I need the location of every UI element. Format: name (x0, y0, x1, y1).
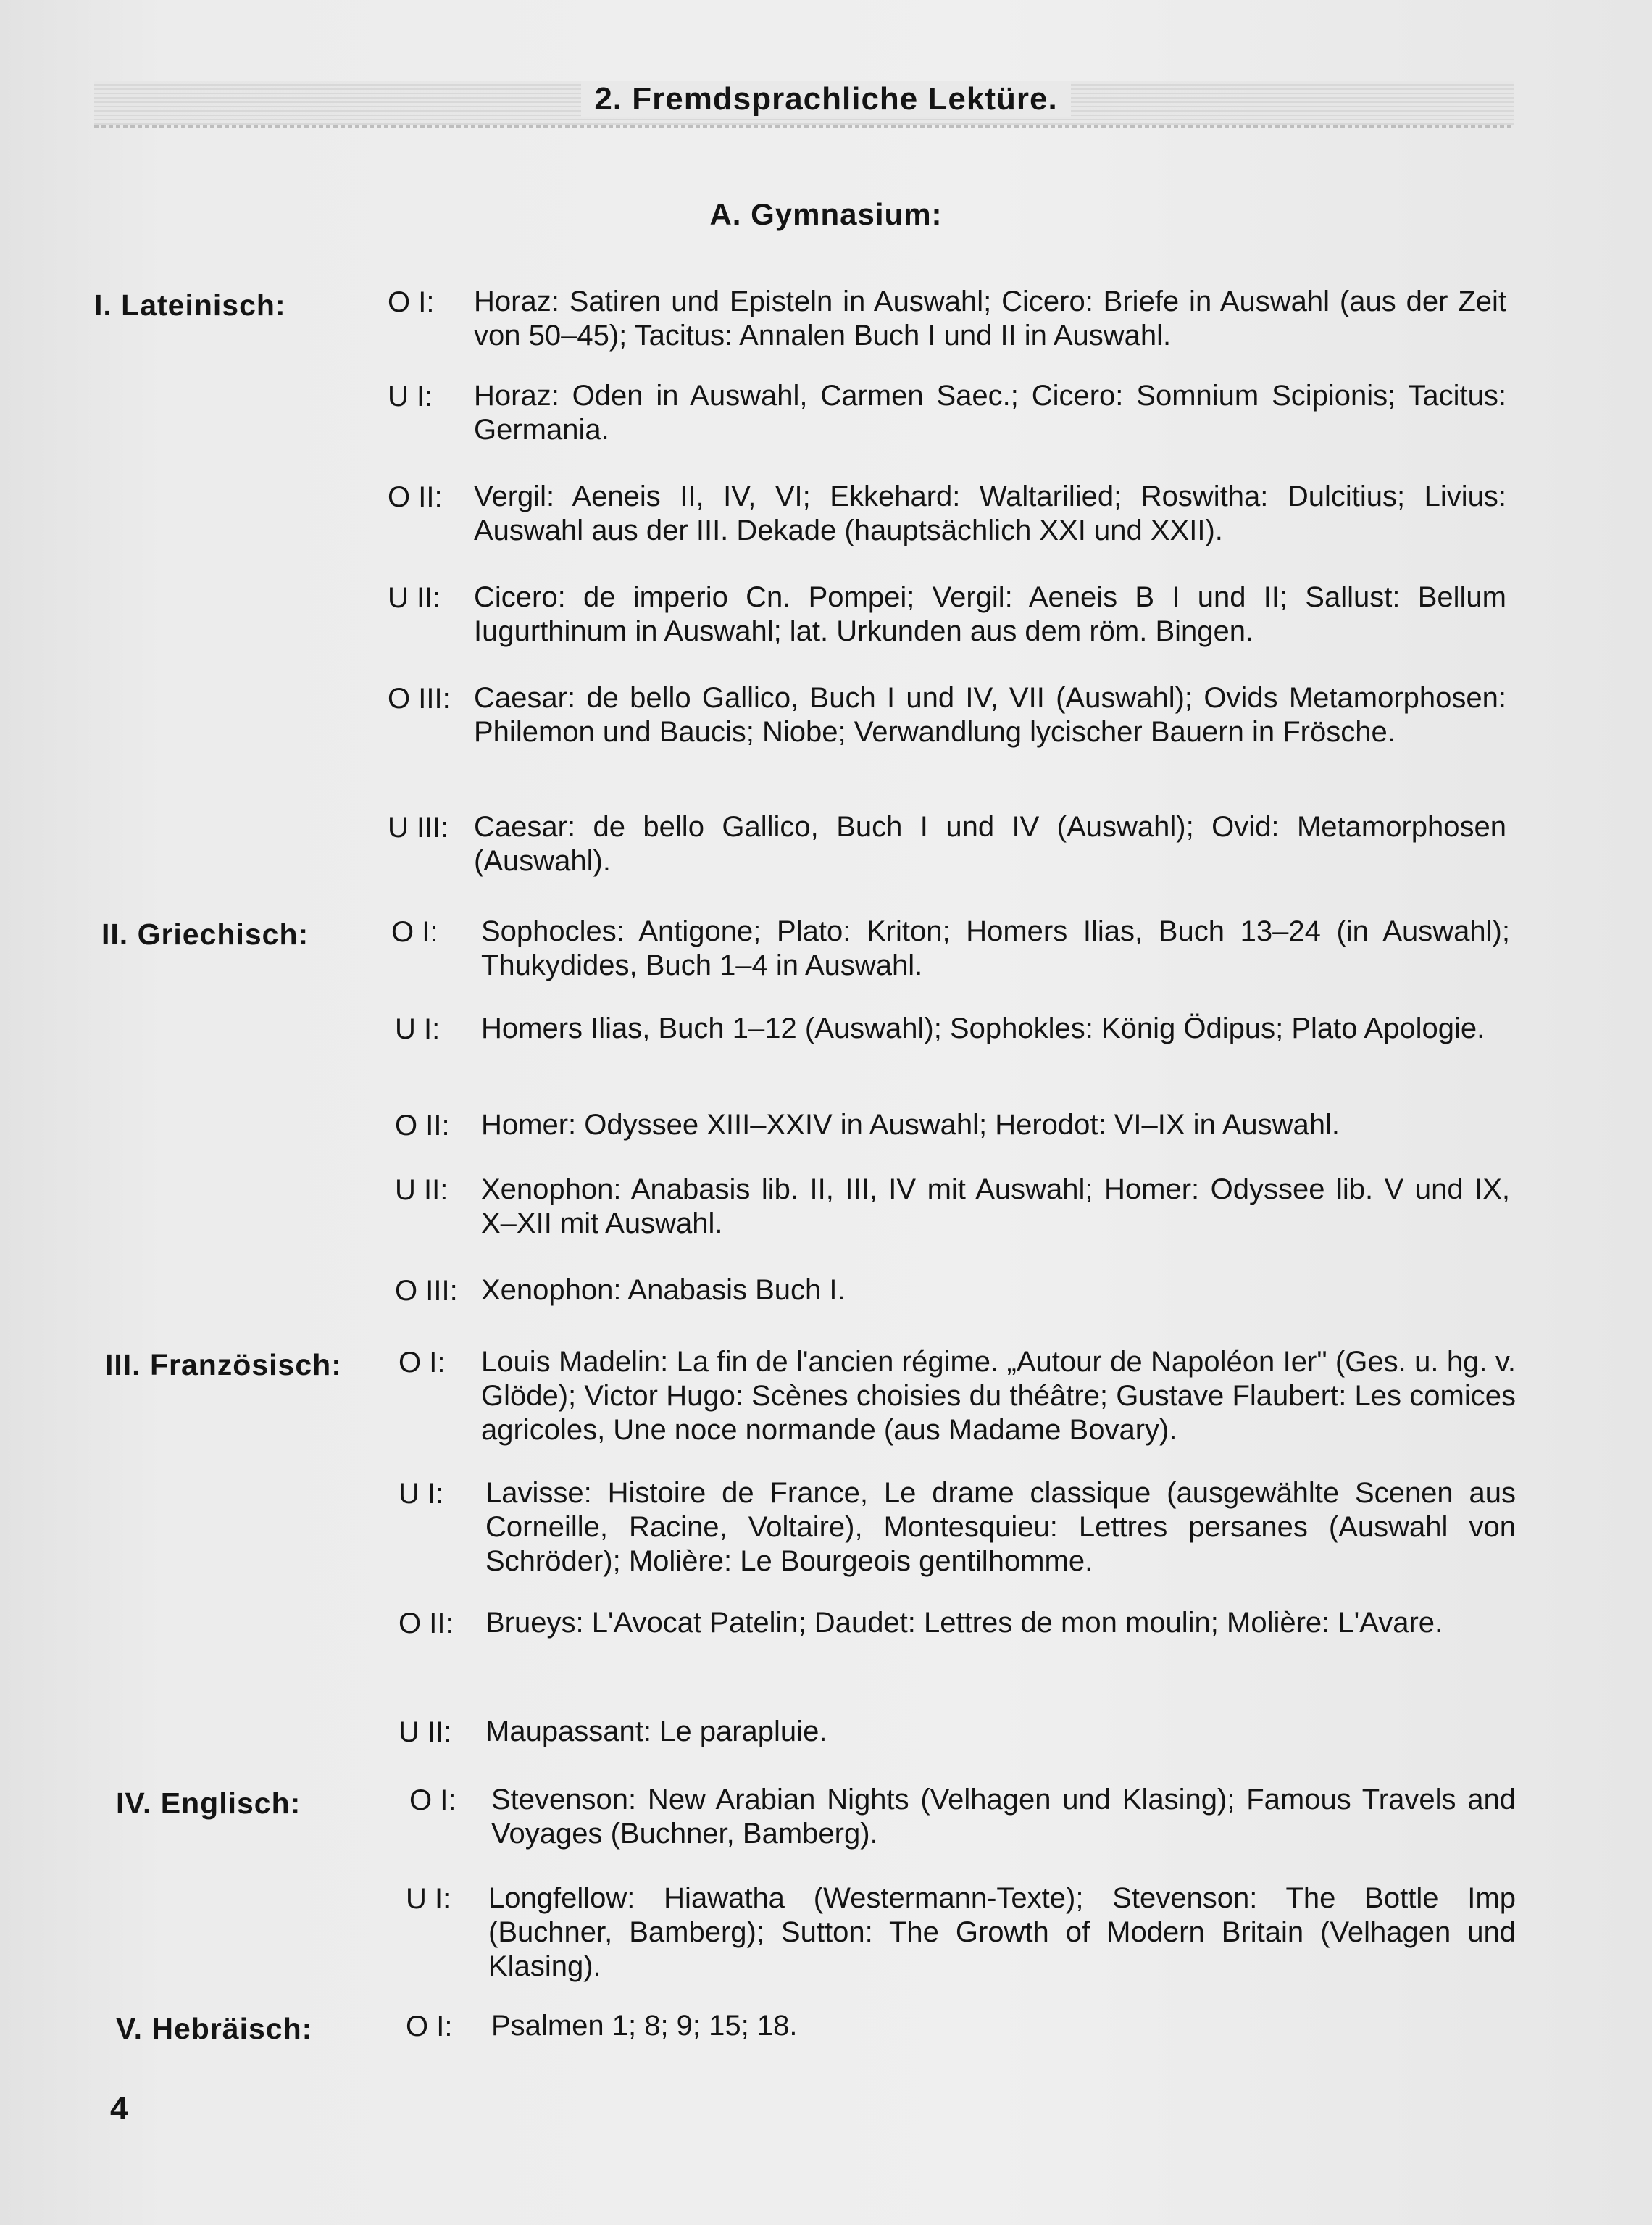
reading-entry: Homer: Odyssee XIII–XXIV in Auswahl; Herodot: VI–IX in Auswahl. (481, 1109, 1340, 1141)
class-label: O III: (388, 683, 451, 715)
reading-entry: Caesar: de bello Gallico, Buch I und IV, VII (Auswahl); Ovids Metamorphosen: Philemon und Baucis; Niobe; Verwandlung lycischer Bauern in Frösche. (474, 682, 1506, 748)
class-label: U I: (406, 1883, 451, 1915)
reading-entry: Stevenson: New Arabian Nights (Velhagen und Klasing); Famous Travels and Voyages (Buchner, Bamberg). (491, 1784, 1516, 1850)
class-label: U I: (395, 1013, 441, 1045)
reading-entry: Maupassant: Le parapluie. (485, 1715, 827, 1747)
page-number: 4 (110, 2091, 128, 2126)
reading-entry: Horaz: Oden in Auswahl, Carmen Saec.; Cicero: Somnium Scipionis; Tacitus: Germania. (474, 380, 1506, 446)
section-subtitle: A. Gymnasium: (709, 197, 943, 231)
reading-entry: Xenophon: Anabasis lib. II, III, IV mit Auswahl; Homer: Odyssee lib. V und IX, X–XII mit Auswahl. (481, 1173, 1510, 1239)
class-label: O II: (388, 481, 443, 513)
class-label: O III: (395, 1275, 458, 1307)
class-label: U II: (395, 1174, 449, 1206)
reading-entry: Longfellow: Hiawatha (Westermann-Texte); Stevenson: The Bottle Imp (Buchner, Bamberg); Sutton: The Growth of Modern Britain (Velhagen und Klasing). (488, 1882, 1516, 1982)
class-label: O I: (409, 1784, 456, 1816)
language-heading-hebrew: V. Hebräisch: (116, 2012, 313, 2045)
class-label: U III: (388, 812, 449, 844)
language-heading-english: IV. Englisch: (116, 1787, 301, 1820)
class-label: U II: (399, 1716, 452, 1748)
reading-entry: Brueys: L'Avocat Patelin; Daudet: Lettres de mon moulin; Molière: L'Avare. (485, 1607, 1443, 1639)
class-label: O I: (399, 1347, 446, 1378)
language-heading-latin: I. Lateinisch: (94, 288, 286, 322)
reading-entry: Sophocles: Antigone; Plato: Kriton; Homers Ilias, Buch 13–24 (in Auswahl); Thukydides, Buch 1–4 in Auswahl. (481, 915, 1510, 981)
reading-entry: Xenophon: Anabasis Buch I. (481, 1274, 846, 1306)
reading-entry: Homers Ilias, Buch 1–12 (Auswahl); Sophokles: König Ödipus; Plato Apologie. (481, 1012, 1485, 1044)
class-label: O II: (399, 1608, 454, 1639)
class-label: O II: (395, 1110, 450, 1141)
reading-entry: Cicero: de imperio Cn. Pompei; Vergil: Aeneis B I und II; Sallust: Bellum Iugurthinum in Auswahl; lat. Urkunden aus dem röm. Bingen. (474, 581, 1506, 647)
reading-entry: Lavisse: Histoire de France, Le drame classique (ausgewählte Scenen aus Corneille, Racine, Voltaire), Montesquieu: Lettres persanes (Auswahl von Schröder); Molière: Le Bourgeois gentilhomme. (485, 1477, 1516, 1577)
class-label: U I: (388, 380, 433, 412)
language-heading-greek: II. Griechisch: (101, 918, 309, 951)
class-label: U I: (399, 1478, 444, 1510)
page-title-text: 2. Fremdsprachliche Lektüre. (581, 81, 1070, 117)
header-rule (94, 125, 1514, 128)
reading-entry: Horaz: Satiren und Episteln in Auswahl; Cicero: Briefe in Auswahl (aus der Zeit von 50–45); Tacitus: Annalen Buch I und II in Auswahl. (474, 286, 1506, 352)
reading-entry: Vergil: Aeneis II, IV, VI; Ekkehard: Waltarilied; Roswitha: Dulcitius; Livius: Auswahl aus der III. Dekade (hauptsächlich XXI und XXII). (474, 481, 1506, 546)
reading-entry: Louis Madelin: La fin de l'ancien régime. „Autour de Napoléon Ier" (Ges. u. hg. v. Glöde); Victor Hugo: Scènes choisies du théâtre; Gustave Flaubert: Les comices agricoles, Une noce normande (aus Madame Bovary). (481, 1346, 1516, 1446)
reading-entry: Caesar: de bello Gallico, Buch I und IV (Auswahl); Ovid: Metamorphosen (Auswahl). (474, 811, 1506, 877)
language-heading-french: III. Französisch: (105, 1348, 342, 1381)
class-label: O I: (388, 286, 435, 318)
page-title (0, 81, 1652, 117)
class-label: O I: (391, 916, 438, 948)
class-label: U II: (388, 582, 441, 614)
class-label: O I: (406, 2010, 453, 2042)
reading-entry: Psalmen 1; 8; 9; 15; 18. (491, 2010, 798, 2042)
